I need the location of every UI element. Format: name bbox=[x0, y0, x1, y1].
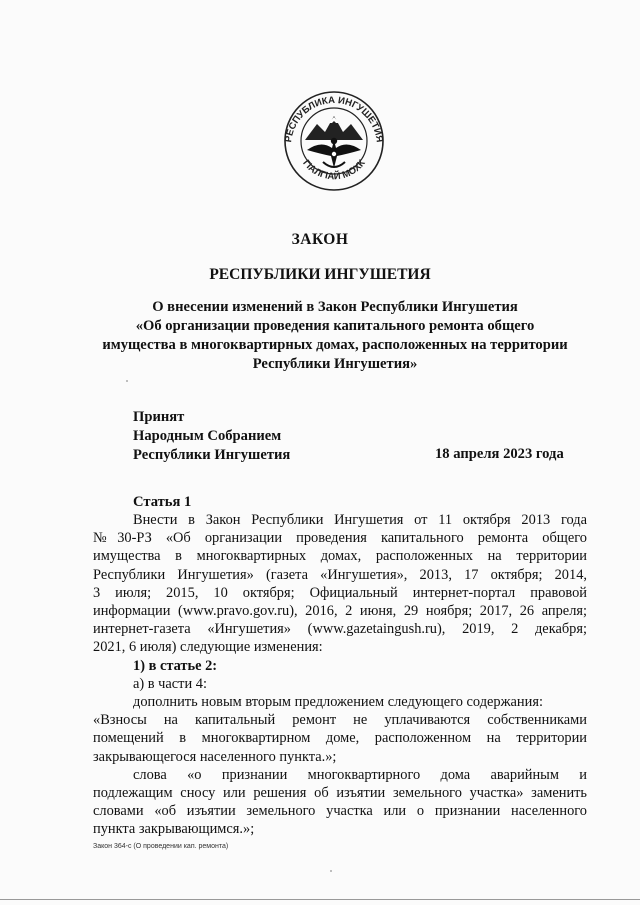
law-subject bbox=[80, 298, 590, 374]
body-line: Внести в Закон Республики Ингушетия от 11 октября 2013 года bbox=[133, 512, 587, 528]
document-footer: Закон 364-с (О проведении кап. ремонта) bbox=[93, 843, 229, 850]
adoption-line: Народным Собранием bbox=[133, 428, 282, 444]
body-line: закрывающегося населенного пункта.»; bbox=[93, 748, 337, 765]
adoption-line: Республики Ингушетия bbox=[133, 447, 291, 463]
seal-top-text: РЕСПУБЛИКА ИНГУШЕТИЯ bbox=[283, 94, 385, 144]
body-line: слова «о признании многоквартирного дома аварийным и bbox=[133, 766, 587, 783]
adoption-date: 18 апреля 2023 года bbox=[435, 446, 564, 462]
republic-title: РЕСПУБЛИКИ ИНГУШЕТИЯ bbox=[209, 266, 431, 283]
adoption-block bbox=[133, 408, 290, 465]
body-line: дополнить новым вторым предложением следующего содержания: bbox=[133, 694, 543, 711]
law-title: ЗАКОН bbox=[291, 231, 349, 248]
adoption-line: Принят bbox=[133, 409, 185, 425]
subject-line: «Об организации проведения капитального ремонта общего bbox=[135, 318, 535, 334]
article-title: Статья 1 bbox=[133, 494, 192, 510]
coat-of-arms-seal bbox=[277, 90, 391, 192]
body-line: имущества в многоквартирных домах, расположенных на территории bbox=[93, 548, 587, 565]
body-line: Республики Ингушетия» (газета «Ингушетия», 2013, 17 октября; 2014, bbox=[93, 566, 587, 583]
scan-speck bbox=[126, 380, 128, 382]
scan-speck bbox=[330, 870, 332, 872]
subject-line: О внесении изменений в Закон Республики Ингушетия bbox=[152, 299, 518, 315]
body-line: подлежащим сносу или решения об изъятии земельного участка» заменить bbox=[93, 785, 587, 802]
article-body bbox=[93, 511, 587, 839]
body-line: пункта закрывающимся.»; bbox=[93, 821, 255, 838]
body-line: помещений в многоквартирном доме, расположенном на территории bbox=[93, 730, 587, 747]
subject-line: Республики Ингушетия» bbox=[252, 356, 418, 372]
seal-bottom-text: ГІАЛГІАЙ МОХК bbox=[300, 157, 368, 183]
body-line: 2021, 6 июля) следующие изменения: bbox=[93, 639, 323, 656]
body-line: а) в части 4: bbox=[133, 675, 207, 692]
scan-edge bbox=[0, 899, 640, 900]
body-line: информации (www.pravo.gov.ru), 2016, 2 июня, 29 ноября; 2017, 26 апреля; bbox=[93, 603, 587, 620]
body-line: «Взносы на капитальный ремонт не уплачиваются собственниками bbox=[93, 712, 587, 729]
body-line: интернет-газета «Ингушетия» (www.gazetaingush.ru), 2019, 2 декабря; bbox=[93, 621, 587, 638]
body-line: 3 июля; 2015, 10 октября; Официальный интернет-портал правовой bbox=[93, 584, 587, 601]
body-line: словами «об изъятии земельного участка или о признании населенного bbox=[93, 803, 587, 820]
body-line: 1) в статье 2: bbox=[133, 657, 218, 674]
body-line: №30-РЗ «Об организации проведения капитального ремонта общего bbox=[93, 530, 587, 547]
subject-line: имущества в многоквартирных домах, расположенных на территории bbox=[102, 337, 568, 353]
